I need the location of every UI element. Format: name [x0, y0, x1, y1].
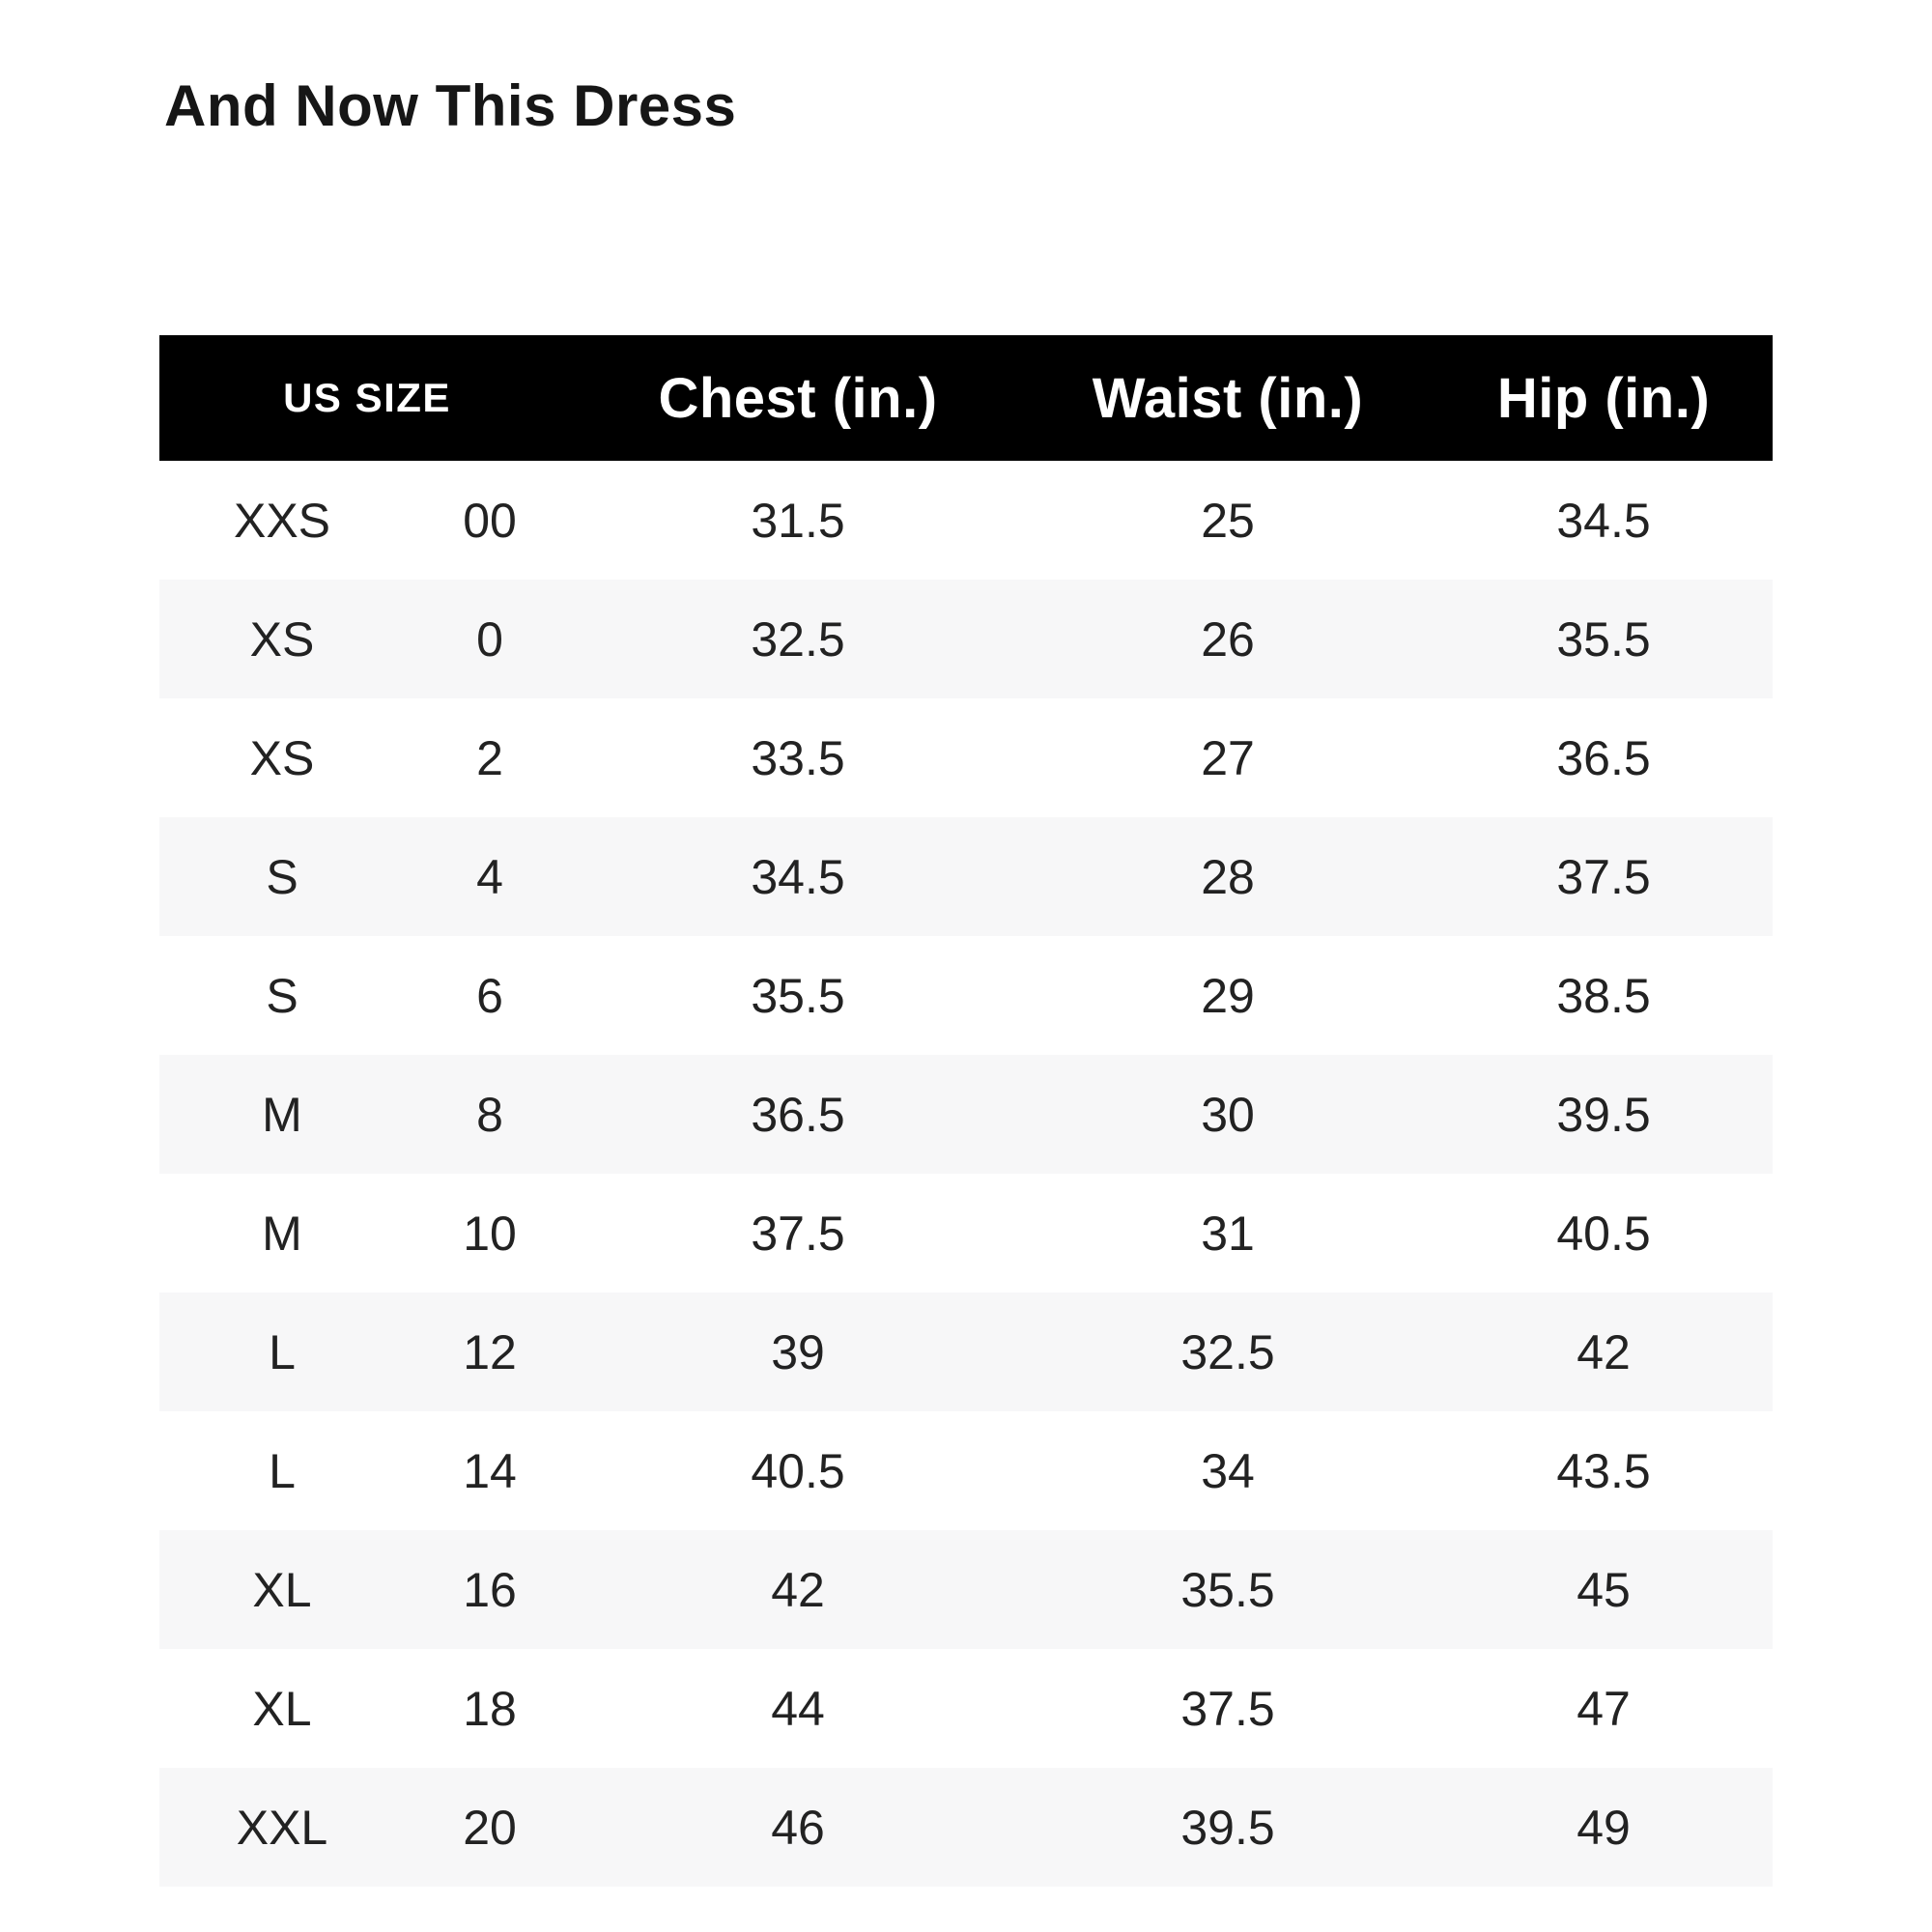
hip-value-cell: 42 — [1435, 1293, 1773, 1411]
size-number-cell: 20 — [405, 1768, 575, 1887]
size-number-cell: 18 — [405, 1649, 575, 1768]
size-chart-table — [159, 335, 1773, 1887]
chest-value-cell: 44 — [575, 1649, 1021, 1768]
table-row — [159, 1649, 1773, 1768]
waist-value-cell: 34 — [1021, 1411, 1435, 1530]
size-letter-cell: L — [159, 1411, 405, 1530]
size-chart-header — [159, 335, 1773, 461]
table-row — [159, 1411, 1773, 1530]
size-number-cell: 0 — [405, 580, 575, 698]
size-letter-cell: XL — [159, 1649, 405, 1768]
size-number-cell: 10 — [405, 1174, 575, 1293]
chest-value-cell: 42 — [575, 1530, 1021, 1649]
table-row — [159, 817, 1773, 936]
chest-value-cell: 46 — [575, 1768, 1021, 1887]
size-letter-cell: XXS — [159, 461, 405, 580]
chest-value-cell: 39 — [575, 1293, 1021, 1411]
size-number-cell: 12 — [405, 1293, 575, 1411]
waist-value-cell: 39.5 — [1021, 1768, 1435, 1887]
column-header-hip: Hip (in.) — [1435, 335, 1773, 461]
chest-value-cell: 32.5 — [575, 580, 1021, 698]
hip-value-cell: 47 — [1435, 1649, 1773, 1768]
size-number-cell: 6 — [405, 936, 575, 1055]
waist-value-cell: 28 — [1021, 817, 1435, 936]
size-number-cell: 00 — [405, 461, 575, 580]
table-row — [159, 461, 1773, 580]
size-letter-cell: S — [159, 817, 405, 936]
header-row — [159, 335, 1773, 461]
chest-value-cell: 33.5 — [575, 698, 1021, 817]
hip-value-cell: 34.5 — [1435, 461, 1773, 580]
table-row — [159, 1174, 1773, 1293]
size-letter-cell: XL — [159, 1530, 405, 1649]
chest-value-cell: 40.5 — [575, 1411, 1021, 1530]
page-title: And Now This Dress — [164, 73, 737, 138]
column-header-chest: Chest (in.) — [575, 335, 1021, 461]
chest-value-cell: 37.5 — [575, 1174, 1021, 1293]
hip-value-cell: 43.5 — [1435, 1411, 1773, 1530]
waist-value-cell: 27 — [1021, 698, 1435, 817]
size-letter-cell: XS — [159, 580, 405, 698]
table-row — [159, 580, 1773, 698]
table-row — [159, 698, 1773, 817]
size-letter-cell: L — [159, 1293, 405, 1411]
size-letter-cell: M — [159, 1055, 405, 1174]
waist-value-cell: 32.5 — [1021, 1293, 1435, 1411]
hip-value-cell: 38.5 — [1435, 936, 1773, 1055]
hip-value-cell: 39.5 — [1435, 1055, 1773, 1174]
chest-value-cell: 34.5 — [575, 817, 1021, 936]
waist-value-cell: 26 — [1021, 580, 1435, 698]
hip-value-cell: 36.5 — [1435, 698, 1773, 817]
size-number-cell: 14 — [405, 1411, 575, 1530]
waist-value-cell: 30 — [1021, 1055, 1435, 1174]
chest-value-cell: 36.5 — [575, 1055, 1021, 1174]
table-row — [159, 1293, 1773, 1411]
hip-value-cell: 35.5 — [1435, 580, 1773, 698]
waist-value-cell: 35.5 — [1021, 1530, 1435, 1649]
waist-value-cell: 29 — [1021, 936, 1435, 1055]
hip-value-cell: 40.5 — [1435, 1174, 1773, 1293]
table-row — [159, 936, 1773, 1055]
size-letter-cell: XS — [159, 698, 405, 817]
table-row — [159, 1055, 1773, 1174]
column-header-waist: Waist (in.) — [1021, 335, 1435, 461]
chest-value-cell: 31.5 — [575, 461, 1021, 580]
size-letter-cell: S — [159, 936, 405, 1055]
table-row — [159, 1768, 1773, 1887]
table-row — [159, 1530, 1773, 1649]
size-number-cell: 4 — [405, 817, 575, 936]
hip-value-cell: 37.5 — [1435, 817, 1773, 936]
hip-value-cell: 49 — [1435, 1768, 1773, 1887]
size-letter-cell: M — [159, 1174, 405, 1293]
size-chart-body — [159, 461, 1773, 1887]
size-number-cell: 16 — [405, 1530, 575, 1649]
size-number-cell: 2 — [405, 698, 575, 817]
hip-value-cell: 45 — [1435, 1530, 1773, 1649]
waist-value-cell: 25 — [1021, 461, 1435, 580]
waist-value-cell: 37.5 — [1021, 1649, 1435, 1768]
waist-value-cell: 31 — [1021, 1174, 1435, 1293]
size-letter-cell: XXL — [159, 1768, 405, 1887]
column-header-us-size: US SIZE — [159, 335, 575, 461]
size-number-cell: 8 — [405, 1055, 575, 1174]
chest-value-cell: 35.5 — [575, 936, 1021, 1055]
